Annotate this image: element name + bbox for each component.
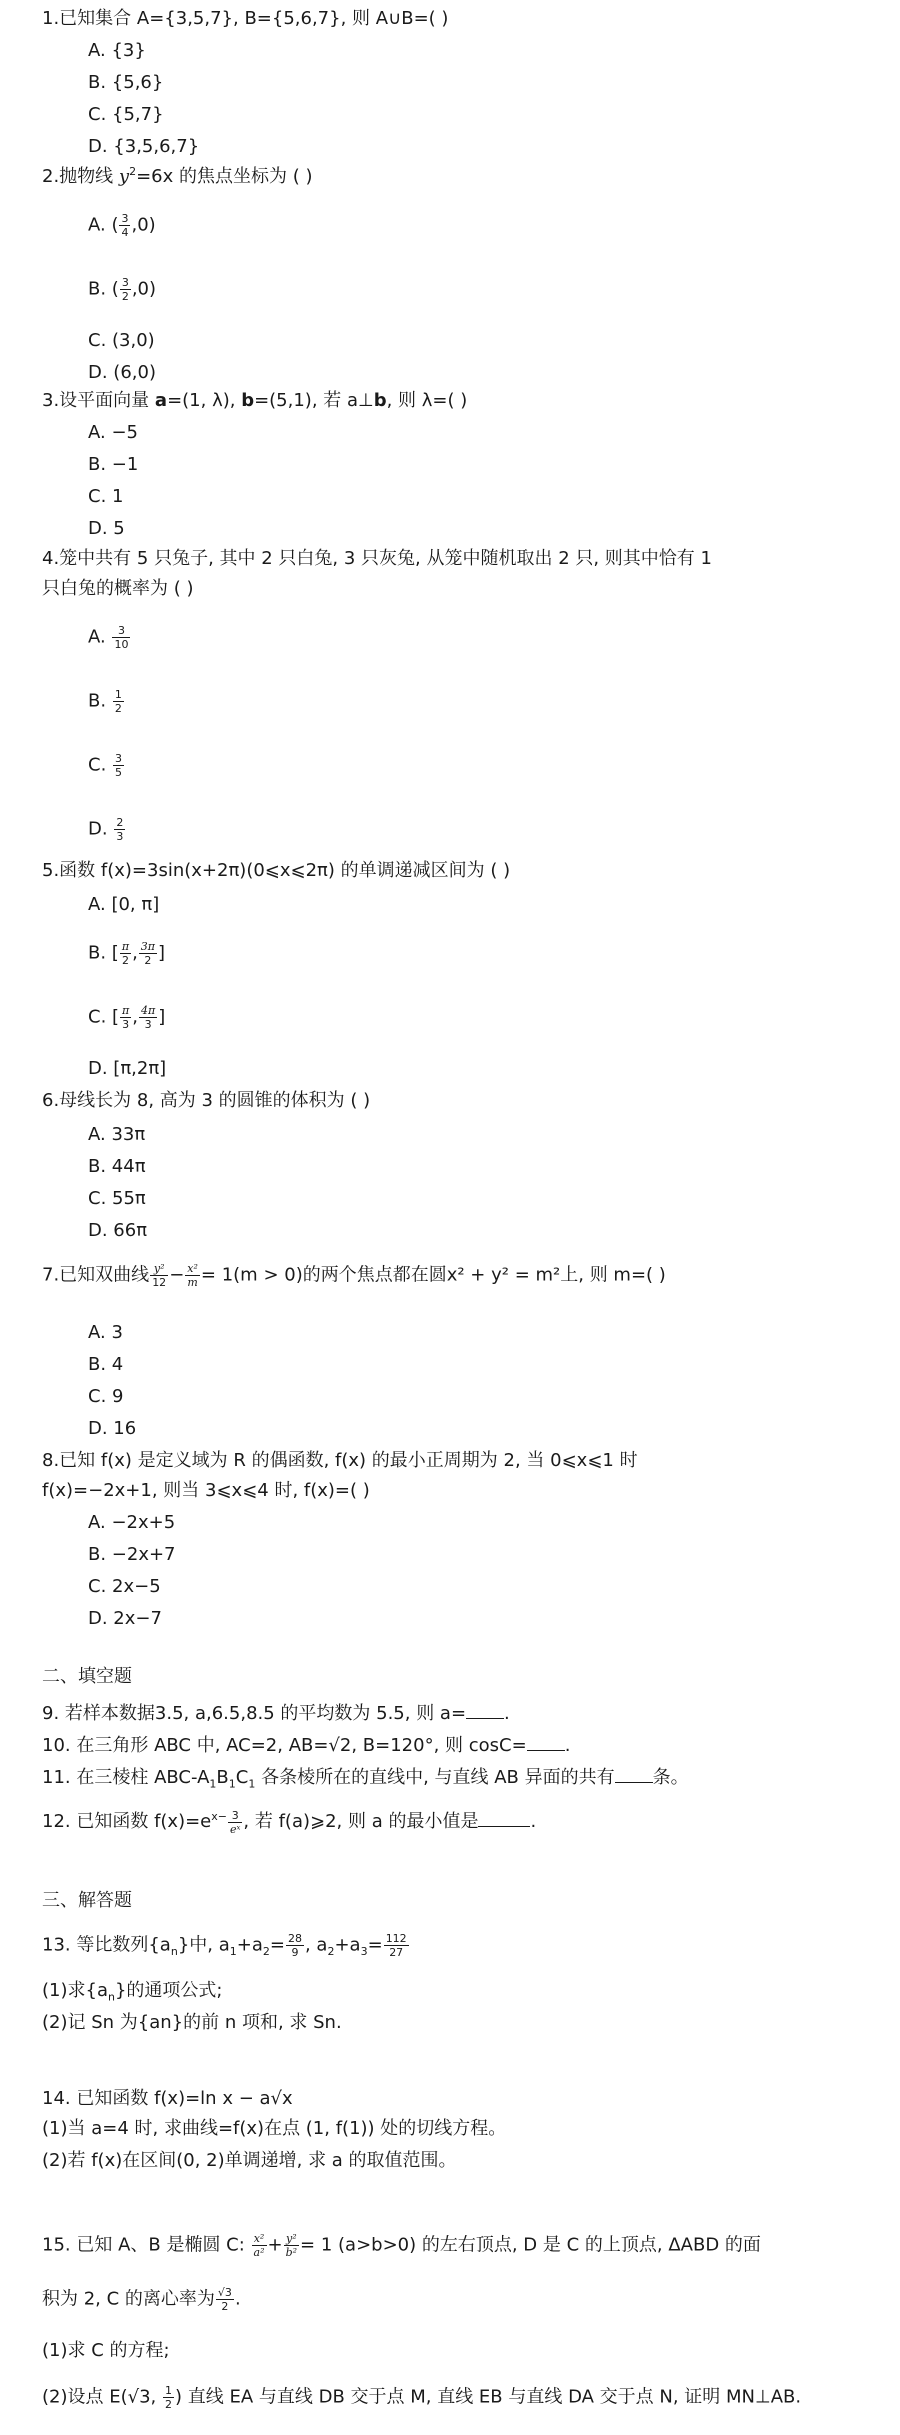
q4-a-label: A. (88, 626, 106, 648)
q4-d-num: 2 (116, 816, 124, 829)
q11-sub3: 1 (248, 1777, 256, 1791)
q9-pre: 9. 若样本数据3.5, a,6.5,8.5 的平均数为 5.5, 则 a= (42, 1703, 467, 1724)
q5-c-num2: 4π (141, 1004, 156, 1017)
q4-b-num: 1 (114, 688, 122, 701)
q3-option-d: D. 5 (88, 518, 125, 539)
q12-minus: − (217, 1810, 227, 1823)
q12-post: , 若 f(a)⩾2, 则 a 的最小值是 (243, 1811, 479, 1832)
q4-c-fraction (113, 752, 124, 779)
q15-e-den: 2 (221, 2300, 229, 2313)
q11-post: 各条棱所在的直线中, 与直线 AB 异面的共有 (255, 1767, 615, 1788)
q14-part2: (2)若 f(x)在区间(0, 2)单调递增, 求 a 的取值范围。 (42, 2150, 457, 2171)
q2-option-c: C. (3,0) (88, 330, 155, 351)
q4-a-num: 3 (112, 624, 130, 638)
q8-option-d: D. 2x−7 (88, 1608, 162, 1629)
q11-pre: 11. 在三棱柱 ABC-A (42, 1767, 210, 1788)
q9-blank (466, 1700, 504, 1719)
q7-option-c: C. 9 (88, 1386, 124, 1407)
q13-p1-sub: n (107, 1990, 115, 2004)
q2-b-label: B. ( (88, 278, 119, 300)
q5-option-d: D. [π,2π] (88, 1058, 167, 1079)
q15-p2-den: 2 (164, 2398, 172, 2411)
q15-eccentricity (216, 2286, 234, 2313)
q5-c-comma: , (132, 1006, 139, 1028)
q15-line2-post: . (234, 2288, 241, 2310)
q2-a-tail: ,0) (131, 214, 156, 236)
q5-c-den1: 3 (122, 1018, 130, 1031)
q13-mid3: = (269, 1934, 285, 1956)
q13-mid4: , a (304, 1934, 328, 1956)
q7-f1-den: 12 (152, 1276, 167, 1289)
q4-b-den: 2 (114, 702, 122, 715)
q6-option-d: D. 66π (88, 1220, 148, 1241)
q13-stem (42, 1932, 880, 1959)
q12-exponent (211, 1810, 227, 1823)
q7-minus: − (169, 1264, 185, 1286)
q5-c-fraction2 (139, 1004, 157, 1031)
q7-stem (42, 1262, 880, 1289)
q5-b-fraction2 (139, 940, 157, 967)
q7-stem-pre: 7.已知双曲线 (42, 1264, 150, 1286)
q13-mid5: +a (334, 1934, 361, 1956)
q2-b-num: 3 (121, 276, 129, 289)
q11-m1: B (216, 1767, 229, 1788)
q15-f1-num: x² (252, 2232, 267, 2246)
q1-option-c: C. {5,7} (88, 104, 164, 125)
q5-b-fraction1 (120, 940, 131, 967)
q2-stem-var: y (118, 166, 130, 187)
q13-fraction1 (286, 1932, 304, 1959)
q15-f1-den: a² (253, 2246, 265, 2259)
q11-m2: C (235, 1767, 249, 1788)
q4-option-b (88, 688, 880, 715)
q2-option-a (88, 212, 880, 239)
q13-f2-num: 112 (385, 1932, 407, 1945)
q9 (42, 1700, 880, 1727)
q5-c-label: C. [ (88, 1006, 120, 1028)
q4-c-den: 5 (115, 766, 123, 779)
q15-p2-post: ) 直线 EA 与直线 DB 交于点 M, 直线 EB 与直线 DA 交于点 N, 证明 MN⊥AB. (174, 2386, 802, 2408)
q10 (42, 1732, 880, 1759)
q6-option-a: A. 33π (88, 1124, 146, 1145)
q8-option-b: B. −2x+7 (88, 1544, 176, 1565)
q5-c-fraction1 (120, 1004, 131, 1031)
q6-option-b: B. 44π (88, 1156, 146, 1177)
q14-stem: 14. 已知函数 f(x)=ln x − a√x (42, 2088, 293, 2109)
q12-sup: x (211, 1810, 218, 1823)
q13-f1-num: 28 (287, 1932, 302, 1945)
q7-option-b: B. 4 (88, 1354, 124, 1375)
q11-sub2: 1 (228, 1777, 236, 1791)
q8-stem-line2: f(x)=−2x+1, 则当 3⩽x⩽4 时, f(x)=( ) (42, 1480, 370, 1501)
q15-pre: 15. 已知 A、B 是椭圆 C: (42, 2234, 251, 2256)
q12-tail: . (530, 1811, 537, 1832)
q5-option-b (88, 940, 880, 967)
q15-plus: + (267, 2234, 283, 2256)
q10-pre: 10. 在三角形 ABC 中, AC=2, AB=√2, B=120°, 则 cosC= (42, 1735, 527, 1756)
q4-d-label: D. (88, 818, 108, 840)
q12-blank (478, 1808, 530, 1827)
q11 (42, 1764, 880, 1791)
q12-pre: 12. 已知函数 f(x)=e (42, 1811, 212, 1832)
q13-mid1: }中, a (177, 1934, 230, 1956)
q7-fraction2 (185, 1262, 200, 1289)
q7-f2-num: x² (187, 1262, 198, 1275)
q13-sub2: 1 (229, 1945, 237, 1959)
q15-p2-fraction (163, 2384, 174, 2411)
q5-b-comma: , (132, 942, 138, 964)
q15-post: = 1 (a>b>0) 的左右顶点, D 是 C 的上顶点, ΔABD 的面 (300, 2234, 761, 2256)
q15-line2 (42, 2286, 880, 2313)
q15-line2-pre: 积为 2, C 的离心率为 (42, 2288, 215, 2310)
q4-b-label: B. (88, 690, 107, 712)
q2-a-den: 4 (121, 226, 129, 239)
section2-title: 二、填空题 (42, 1666, 132, 1687)
q4-d-den: 3 (116, 830, 124, 843)
q12-num: 3 (228, 1809, 242, 1823)
q9-post: . (504, 1703, 510, 1724)
q15-f2-den: b² (285, 2246, 298, 2259)
q15-e-num: √3 (217, 2286, 232, 2299)
q13-f2-den: 27 (389, 1946, 404, 1959)
q1-stem: 1.已知集合 A={3,5,7}, B={5,6,7}, 则 A∪B=( ) (42, 8, 449, 29)
q3-mid2: =(5,1), 若 a⊥ (254, 390, 374, 411)
q11-sub1: 1 (209, 1777, 217, 1791)
q13-p1-post: }的通项公式; (114, 1980, 223, 2001)
q2-option-b (88, 276, 880, 303)
q5-b-label: B. [ (88, 942, 119, 964)
q1-option-a: A. {3} (88, 40, 146, 61)
q13-sub5: 3 (360, 1945, 368, 1959)
q7-f2-den: m (187, 1276, 198, 1289)
q11-tail: 条。 (652, 1767, 689, 1788)
q3-option-c: C. 1 (88, 486, 124, 507)
q4-option-d (88, 816, 880, 843)
q3-mid1: =(1, λ), (167, 390, 242, 411)
q13-p1-pre: (1)求{a (42, 1980, 108, 2001)
q15-f2-num: y² (284, 2232, 299, 2246)
q2-stem-sup: 2 (129, 165, 137, 178)
q4-option-a (88, 624, 880, 651)
q1-option-b: B. {5,6} (88, 72, 164, 93)
q15-fraction1 (252, 2232, 267, 2259)
q4-stem-line2: 只白兔的概率为 ( ) (42, 578, 194, 599)
q1-option-d: D. {3,5,6,7} (88, 136, 200, 157)
q5-b-num2: 3π (140, 940, 156, 953)
q3-vec-b: b (241, 390, 255, 411)
q6-stem: 6.母线长为 8, 高为 3 的圆锥的体积为 ( ) (42, 1090, 371, 1111)
q15-p2-pre: (2)设点 E(√3, (42, 2386, 162, 2408)
q12-fraction (228, 1809, 242, 1836)
q4-stem-line1: 4.笼中共有 5 只兔子, 其中 2 只白兔, 3 只灰兔, 从笼中随机取出 2 只, 则其中恰有 1 (42, 548, 712, 569)
q11-blank (615, 1764, 653, 1783)
q2-a-label: A. ( (88, 214, 119, 236)
q15-stem (42, 2232, 880, 2259)
q2-stem-post: =6x 的焦点坐标为 ( ) (136, 166, 313, 187)
q2-a-num: 3 (121, 212, 129, 225)
q5-option-a: A. [0, π] (88, 894, 160, 915)
section3-title: 三、解答题 (42, 1890, 132, 1911)
q13-part1 (42, 1978, 880, 2004)
q12-den: eˣ (230, 1822, 241, 1836)
q13-pre: 13. 等比数列{a (42, 1934, 171, 1956)
q3-stem-pre: 3.设平面向量 (42, 390, 155, 411)
q4-option-c (88, 752, 880, 779)
q15-part1: (1)求 C 的方程; (42, 2340, 170, 2361)
q5-c-den2: 3 (144, 1018, 152, 1031)
q10-post: . (564, 1735, 571, 1756)
q13-mid2: +a (236, 1934, 263, 1956)
q3-stem (42, 388, 880, 414)
q5-option-c (88, 1004, 880, 1031)
q7-f1-num: y² (150, 1262, 168, 1276)
q3-option-b: B. −1 (88, 454, 139, 475)
q2-b-fraction (120, 276, 131, 303)
q10-blank (527, 1732, 565, 1751)
q15-fraction2 (284, 2232, 299, 2259)
q7-option-d: D. 16 (88, 1418, 137, 1439)
q5-stem: 5.函数 f(x)=3sin(x+2π)(0⩽x⩽2π) 的单调递减区间为 ( ) (42, 860, 511, 881)
q8-stem-line1: 8.已知 f(x) 是定义域为 R 的偶函数, f(x) 的最小正周期为 2, 当 0⩽x⩽1 时 (42, 1450, 638, 1471)
q4-c-label: C. (88, 754, 107, 776)
q3-option-a: A. −5 (88, 422, 138, 443)
q3-vec-a: a (154, 390, 168, 411)
q4-a-den: 10 (114, 638, 129, 651)
q14-part1: (1)当 a=4 时, 求曲线=f(x)在点 (1, f(1)) 处的切线方程。 (42, 2118, 507, 2139)
q13-sub3: 2 (262, 1945, 270, 1959)
q7-option-a: A. 3 (88, 1322, 123, 1343)
q2-b-den: 2 (121, 290, 129, 303)
q5-b-den2: 2 (144, 954, 152, 967)
q2-option-d: D. (6,0) (88, 362, 156, 383)
q7-fraction1 (150, 1262, 168, 1289)
q13-f1-den: 9 (291, 1946, 299, 1959)
q13-sub1: n (170, 1945, 178, 1959)
q2-stem (42, 164, 880, 190)
q4-c-num: 3 (115, 752, 123, 765)
q13-fraction2 (384, 1932, 409, 1959)
q7-stem-mid: = 1(m > 0)的两个焦点都在圆x² + y² = m²上, 则 m=( ) (200, 1264, 666, 1286)
q3-post: , 则 λ=( ) (386, 390, 468, 411)
q2-stem-pre: 2.抛物线 (42, 166, 119, 187)
q5-c-num1: π (122, 1004, 130, 1017)
q2-a-fraction (119, 212, 130, 239)
q5-c-tail: ] (158, 1006, 166, 1028)
q3-vec-b2: b (373, 390, 387, 411)
q13-part2: (2)记 Sn 为{an}的前 n 项和, 求 Sn. (42, 2012, 342, 2033)
q13-mid6: = (367, 1934, 383, 1956)
q4-a-fraction (112, 624, 130, 651)
q4-b-fraction (113, 688, 124, 715)
q15-part2 (42, 2384, 880, 2411)
q8-option-c: C. 2x−5 (88, 1576, 161, 1597)
q6-option-c: C. 55π (88, 1188, 146, 1209)
q5-b-tail: ] (158, 942, 166, 964)
q12 (42, 1808, 880, 1836)
q13-sub4: 2 (327, 1945, 335, 1959)
q4-d-fraction (114, 816, 125, 843)
q5-b-num1: π (121, 940, 130, 953)
q15-p2-num: 1 (164, 2384, 172, 2397)
q5-b-den1: 2 (121, 954, 129, 967)
q8-option-a: A. −2x+5 (88, 1512, 176, 1533)
q2-b-tail: ,0) (131, 278, 157, 300)
